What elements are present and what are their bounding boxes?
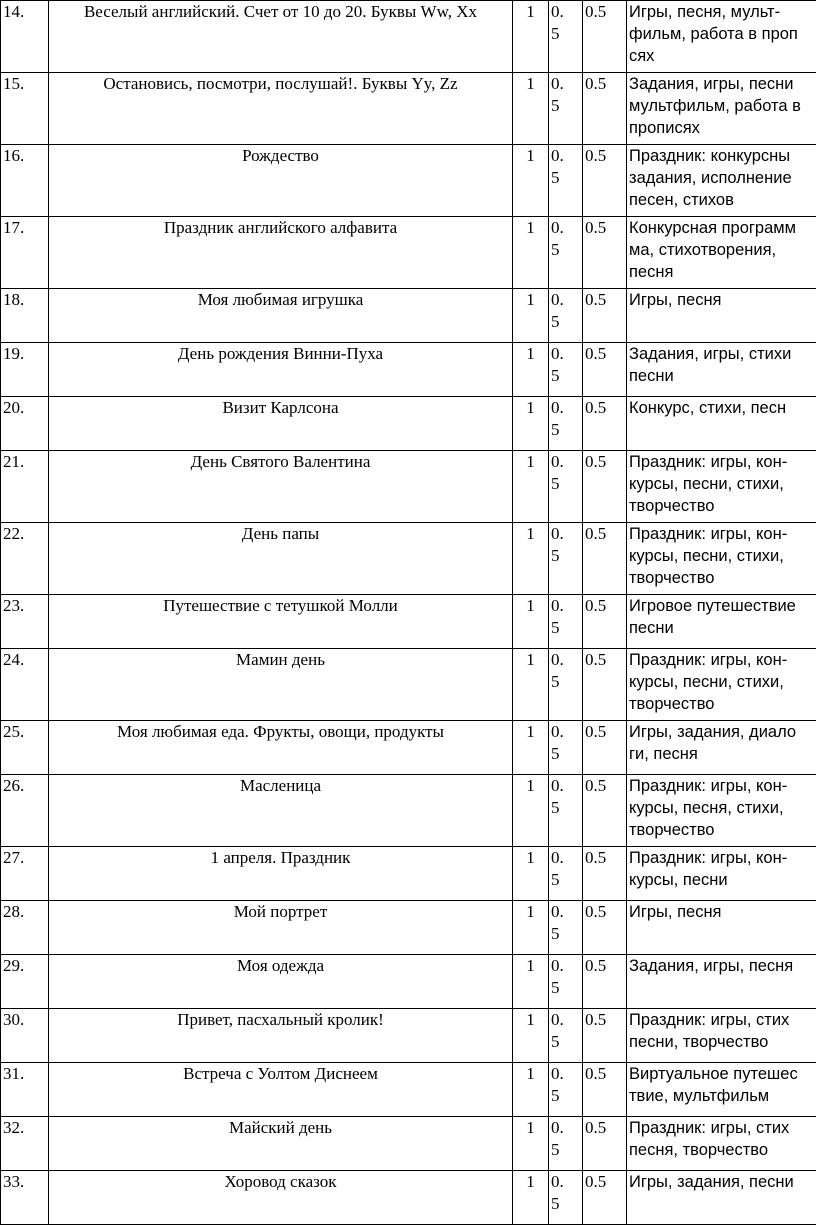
activity-form-cell: Игровое путешествие песни [627,595,816,649]
hours-theory-cell: 0. 5 [549,1171,583,1225]
hours-practice-cell: 0.5 [583,1,627,73]
hours-practice-cell: 0.5 [583,1009,627,1063]
table-row [1,847,816,901]
row-number-cell: 20. [1,397,49,451]
row-number-cell: 21. [1,451,49,523]
row-number-cell: 19. [1,343,49,397]
topic-cell: Праздник английского алфавита [49,217,513,289]
table-row [1,955,816,1009]
activity-form-cell: Конкурсная программ ма, стихотворения, песня [627,217,816,289]
hours-practice-cell: 0.5 [583,217,627,289]
topic-cell: Мой портрет [49,901,513,955]
table-row [1,595,816,649]
hours-theory-cell: 0. 5 [549,847,583,901]
activity-form-cell: Праздник: игры, кон- курсы, песни, стихи, творчество [627,523,816,595]
row-number-cell: 17. [1,217,49,289]
table-row [1,721,816,775]
hours-theory-cell: 0. 5 [549,73,583,145]
hours-theory-cell: 0. 5 [549,901,583,955]
topic-cell: День рождения Винни-Пуха [49,343,513,397]
activity-form-cell: Игры, песня [627,289,816,343]
table-row [1,217,816,289]
activity-form-cell: Игры, песня [627,901,816,955]
row-number-cell: 31. [1,1063,49,1117]
hours-practice-cell: 0.5 [583,523,627,595]
hours-theory-cell: 0. 5 [549,343,583,397]
hours-total-cell: 1 [513,289,549,343]
topic-cell: Веселый английский. Счет от 10 до 20. Буквы Ww, Хх [49,1,513,73]
activity-form-cell: Игры, задания, диало ги, песня [627,721,816,775]
activity-form-cell: Праздник: игры, стих песня, творчество [627,1117,816,1171]
hours-theory-cell: 0. 5 [549,775,583,847]
hours-practice-cell: 0.5 [583,595,627,649]
hours-total-cell: 1 [513,649,549,721]
topic-cell: Встреча с Уолтом Диснеем [49,1063,513,1117]
table-row [1,1171,816,1225]
row-number-cell: 25. [1,721,49,775]
hours-theory-cell: 0. 5 [549,523,583,595]
hours-total-cell: 1 [513,523,549,595]
table-row [1,649,816,721]
hours-total-cell: 1 [513,1009,549,1063]
hours-theory-cell: 0. 5 [549,595,583,649]
row-number-cell: 15. [1,73,49,145]
hours-practice-cell: 0.5 [583,901,627,955]
activity-form-cell: Игры, задания, песни [627,1171,816,1225]
hours-practice-cell: 0.5 [583,847,627,901]
topic-cell: День папы [49,523,513,595]
row-number-cell: 16. [1,145,49,217]
table-row [1,145,816,217]
hours-practice-cell: 0.5 [583,397,627,451]
table-body [1,1,816,1225]
activity-form-cell: Праздник: игры, кон- курсы, песни, стихи, творчество [627,649,816,721]
hours-total-cell: 1 [513,901,549,955]
activity-form-cell: Праздник: конкурсны задания, исполнение песен, стихов [627,145,816,217]
hours-practice-cell: 0.5 [583,343,627,397]
topic-cell: День Святого Валентина [49,451,513,523]
hours-practice-cell: 0.5 [583,955,627,1009]
row-number-cell: 28. [1,901,49,955]
hours-total-cell: 1 [513,595,549,649]
table-row [1,901,816,955]
activity-form-cell: Праздник: игры, кон- курсы, песни [627,847,816,901]
hours-total-cell: 1 [513,145,549,217]
row-number-cell: 22. [1,523,49,595]
hours-total-cell: 1 [513,73,549,145]
row-number-cell: 24. [1,649,49,721]
hours-total-cell: 1 [513,1117,549,1171]
hours-total-cell: 1 [513,847,549,901]
hours-practice-cell: 0.5 [583,775,627,847]
hours-theory-cell: 0. 5 [549,1,583,73]
table-row [1,1,816,73]
activity-form-cell: Праздник: игры, кон- курсы, песни, стихи, творчество [627,451,816,523]
table-row [1,343,816,397]
row-number-cell: 33. [1,1171,49,1225]
hours-practice-cell: 0.5 [583,1171,627,1225]
hours-theory-cell: 0. 5 [549,955,583,1009]
hours-practice-cell: 0.5 [583,145,627,217]
hours-practice-cell: 0.5 [583,721,627,775]
table-row [1,1063,816,1117]
topic-cell: Путешествие с тетушкой Молли [49,595,513,649]
hours-theory-cell: 0. 5 [549,721,583,775]
hours-practice-cell: 0.5 [583,1117,627,1171]
topic-cell: Мамин день [49,649,513,721]
activity-form-cell: Задания, игры, песня [627,955,816,1009]
row-number-cell: 29. [1,955,49,1009]
hours-theory-cell: 0. 5 [549,217,583,289]
hours-total-cell: 1 [513,955,549,1009]
hours-practice-cell: 0.5 [583,451,627,523]
table-row [1,523,816,595]
topic-cell: Визит Карлсона [49,397,513,451]
topic-cell: 1 апреля. Праздник [49,847,513,901]
topic-cell: Остановись, посмотри, послушай!. Буквы Yy, Zz [49,73,513,145]
row-number-cell: 27. [1,847,49,901]
hours-theory-cell: 0. 5 [549,649,583,721]
hours-theory-cell: 0. 5 [549,145,583,217]
activity-form-cell: Задания, игры, песни мультфильм, работа в прописях [627,73,816,145]
hours-theory-cell: 0. 5 [549,1117,583,1171]
activity-form-cell: Виртуальное путешес твие, мультфильм [627,1063,816,1117]
row-number-cell: 23. [1,595,49,649]
row-number-cell: 32. [1,1117,49,1171]
activity-form-cell: Задания, игры, стихи песни [627,343,816,397]
hours-total-cell: 1 [513,1063,549,1117]
topic-cell: Масленица [49,775,513,847]
topic-cell: Моя любимая игрушка [49,289,513,343]
table-row [1,289,816,343]
hours-total-cell: 1 [513,343,549,397]
hours-theory-cell: 0. 5 [549,289,583,343]
hours-practice-cell: 0.5 [583,649,627,721]
hours-practice-cell: 0.5 [583,289,627,343]
hours-theory-cell: 0. 5 [549,451,583,523]
topic-cell: Моя любимая еда. Фрукты, овощи, продукты [49,721,513,775]
hours-practice-cell: 0.5 [583,1063,627,1117]
activity-form-cell: Игры, песня, мульт- фильм, работа в проп сях [627,1,816,73]
row-number-cell: 30. [1,1009,49,1063]
table-row [1,397,816,451]
table-row [1,1117,816,1171]
hours-total-cell: 1 [513,217,549,289]
hours-theory-cell: 0. 5 [549,1009,583,1063]
table-row [1,73,816,145]
hours-total-cell: 1 [513,1,549,73]
row-number-cell: 18. [1,289,49,343]
hours-total-cell: 1 [513,397,549,451]
topic-cell: Рождество [49,145,513,217]
row-number-cell: 14. [1,1,49,73]
row-number-cell: 26. [1,775,49,847]
hours-total-cell: 1 [513,721,549,775]
hours-total-cell: 1 [513,1171,549,1225]
hours-total-cell: 1 [513,775,549,847]
activity-form-cell: Конкурс, стихи, песн [627,397,816,451]
table-row [1,451,816,523]
hours-theory-cell: 0. 5 [549,1063,583,1117]
hours-theory-cell: 0. 5 [549,397,583,451]
activity-form-cell: Праздник: игры, кон- курсы, песня, стихи, творчество [627,775,816,847]
table-row [1,775,816,847]
topic-cell: Хоровод сказок [49,1171,513,1225]
activity-form-cell: Праздник: игры, стих песни, творчество [627,1009,816,1063]
hours-total-cell: 1 [513,451,549,523]
topic-cell: Моя одежда [49,955,513,1009]
hours-practice-cell: 0.5 [583,73,627,145]
topic-cell: Привет, пасхальный кролик! [49,1009,513,1063]
topic-cell: Майский день [49,1117,513,1171]
table-row [1,1009,816,1063]
